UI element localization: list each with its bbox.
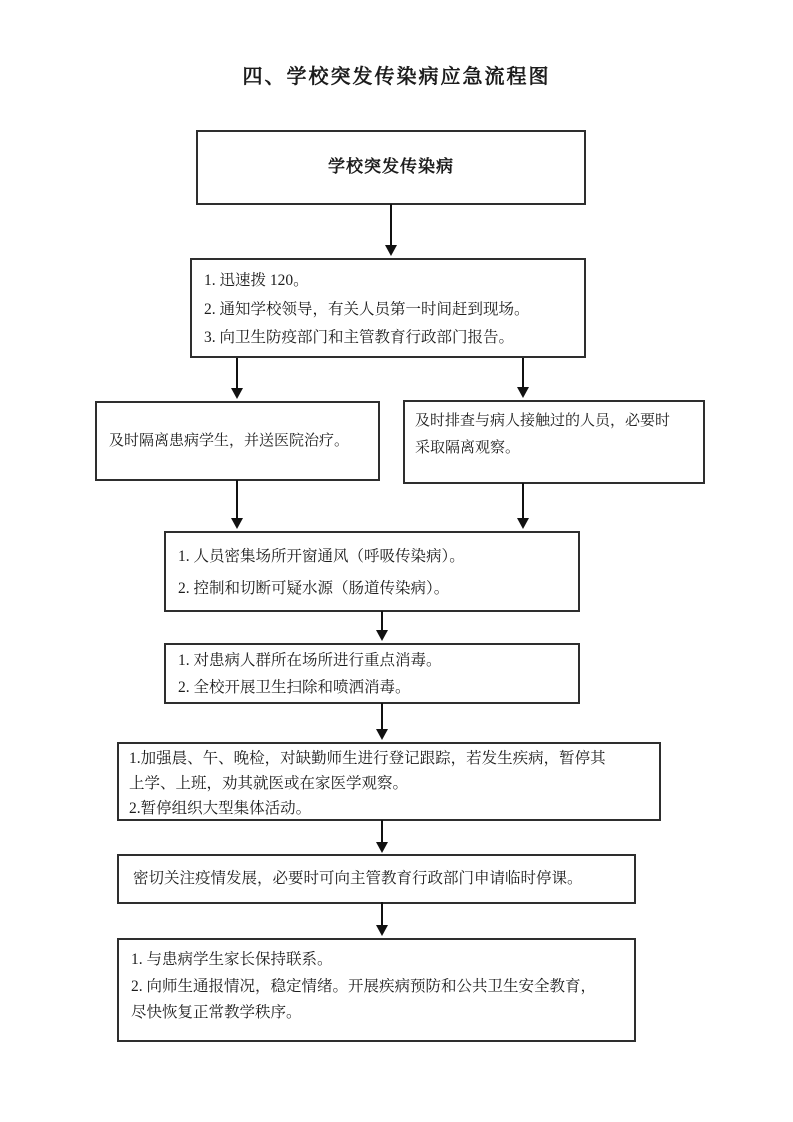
arrow-line bbox=[381, 820, 383, 842]
flow-node-screen-contacts bbox=[403, 400, 705, 484]
flow-node-start bbox=[196, 130, 586, 205]
arrow-down-monitor-to-alert bbox=[376, 820, 388, 853]
arrowhead-down-icon bbox=[376, 729, 388, 740]
arrow-down-start-to-report bbox=[385, 204, 397, 256]
arrowhead-down-icon bbox=[376, 925, 388, 936]
flow-node-monitor bbox=[117, 742, 661, 821]
node-report-line-2: 2. 通知学校领导，有关人员第一时间赶到现场。 bbox=[204, 300, 530, 318]
arrowhead-down-icon bbox=[517, 387, 529, 398]
flow-node-ventilate bbox=[164, 531, 580, 612]
arrow-line bbox=[236, 358, 238, 388]
flow-node-disinfect bbox=[164, 643, 580, 704]
node-screen-line-1: 及时排查与病人接触过的人员，必要时 bbox=[415, 413, 671, 429]
node-report-line-1: 1. 迅速拨 120。 bbox=[204, 272, 309, 289]
arrowhead-down-icon bbox=[231, 518, 243, 529]
flow-node-recover bbox=[117, 938, 636, 1042]
node-start-text: 学校突发传染病 bbox=[328, 157, 454, 177]
arrow-line bbox=[236, 480, 238, 518]
node-recover-line-2: 2. 向师生通报情况，稳定情绪。开展疾病预防和公共卫生安全教育， bbox=[131, 977, 597, 995]
node-report-line-3: 3. 向卫生防疫部门和主管教育行政部门报告。 bbox=[204, 329, 515, 347]
node-disinfect-line-1: 1. 对患病人群所在场所进行重点消毒。 bbox=[178, 652, 442, 669]
node-recover-line-3: 尽快恢复正常教学秩序。 bbox=[131, 1004, 302, 1022]
page-title: 四、学校突发传染病应急流程图 bbox=[242, 66, 551, 88]
arrow-down-report-to-isolate bbox=[231, 358, 243, 399]
node-recover-line-1: 1. 与患病学生家长保持联系。 bbox=[131, 951, 333, 968]
arrow-down-report-to-screen bbox=[517, 358, 529, 398]
flow-node-epidemic-watch bbox=[117, 854, 636, 904]
arrowhead-down-icon bbox=[517, 518, 529, 529]
arrow-down-isolate-to-ventilate bbox=[231, 480, 243, 529]
node-alert-text: 密切关注疫情发展，必要时可向主管教育行政部门申请临时停课。 bbox=[133, 870, 583, 888]
arrow-line bbox=[381, 902, 383, 925]
arrow-line bbox=[381, 703, 383, 729]
node-monitor-line-2: 上学、上班，劝其就医或在家医学观察。 bbox=[129, 774, 409, 792]
arrow-down-alert-to-recover bbox=[376, 902, 388, 936]
node-screen-line-2: 采取隔离观察。 bbox=[415, 440, 521, 456]
arrow-line bbox=[522, 483, 524, 518]
node-isolate-text: 及时隔离患病学生，并送医院治疗。 bbox=[109, 432, 350, 449]
node-ventilate-line-1: 1. 人员密集场所开窗通风（呼吸传染病）。 bbox=[178, 548, 465, 565]
flow-node-isolate bbox=[95, 401, 380, 481]
node-monitor-line-1: 1.加强晨、午、晚检，对缺勤师生进行登记跟踪，若发生疾病，暂停其 bbox=[129, 750, 606, 767]
node-ventilate-line-2: 2. 控制和切断可疑水源（肠道传染病）。 bbox=[178, 579, 450, 597]
arrow-line bbox=[390, 204, 392, 245]
node-monitor-line-3: 2.暂停组织大型集体活动。 bbox=[129, 799, 312, 817]
arrow-down-ventilate-to-disinfect bbox=[376, 611, 388, 641]
arrowhead-down-icon bbox=[231, 388, 243, 399]
arrowhead-down-icon bbox=[376, 842, 388, 853]
node-disinfect-line-2: 2. 全校开展卫生扫除和喷洒消毒。 bbox=[178, 678, 411, 696]
flow-node-report bbox=[190, 258, 586, 358]
arrow-line bbox=[522, 358, 524, 387]
arrowhead-down-icon bbox=[376, 630, 388, 641]
arrow-down-screen-to-ventilate bbox=[517, 483, 529, 529]
arrow-line bbox=[381, 611, 383, 630]
arrow-down-disinfect-to-monitor bbox=[376, 703, 388, 740]
arrowhead-down-icon bbox=[385, 245, 397, 256]
